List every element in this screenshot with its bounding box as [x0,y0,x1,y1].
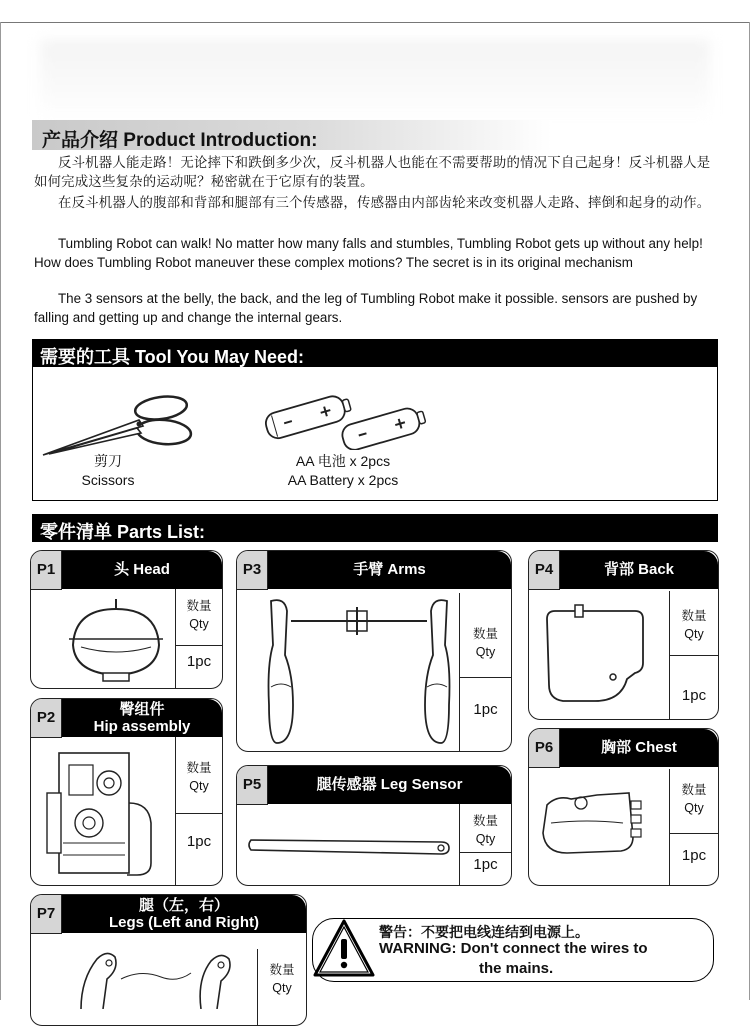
scissors-label-cn: 剪刀 [94,453,122,469]
qty-label-cn: 数量 [681,783,707,797]
part-card-p3 [236,550,512,752]
part-code: P4 [529,551,560,590]
warning-box [312,918,714,982]
qty-column [459,804,511,885]
qty-label-cn: 数量 [472,627,498,641]
qty-label-cn: 数量 [269,963,295,977]
part-name: 背部 Back [560,551,718,589]
left-border [0,22,1,1000]
arms-part-icon [263,595,455,747]
part-name [62,699,222,737]
qty-label-en: Qty [189,617,209,631]
qty-value: 1pc [186,833,212,850]
qty-label-cn: 数量 [681,609,707,623]
qty-label-cn: 数量 [186,761,212,775]
warning-text-en-line2: the mains. [479,960,554,977]
hip-assembly-part-icon [39,743,169,883]
part-card-p2 [30,698,223,886]
part-card-p5 [236,765,512,886]
qty-column [175,737,222,885]
part-code: P7 [31,895,62,934]
qty-column [459,593,511,751]
part-code: P3 [237,551,268,590]
part-name: 腿传感器 Leg Sensor [268,766,511,804]
intro-heading: 产品介绍 Product Introduction: [42,130,318,151]
qty-label-en: Qty [272,981,292,995]
qty-label-en: Qty [475,645,496,659]
qty-value: 1pc [473,701,498,718]
parts-heading: 零件清单 Parts List: [40,522,206,542]
warning-icon [311,917,377,979]
qty-column [669,591,718,719]
battery-label-cn: AA 电池 x 2pcs [295,453,391,469]
qty-value: 1pc [186,653,212,670]
intro-en-paragraph-1: Tumbling Robot can walk! No matter how many falls and stumbles, Tumbling Robot gets up without any help! How does Tumbling Robot maneuver these complex motions? The secret is in its original mechanism [34,236,703,270]
intro-heading-bar [32,120,552,150]
part-code: P6 [529,729,560,768]
qty-value: 1pc [681,847,707,864]
part-name-en: Legs (Left and Right) [109,914,259,931]
qty-label-en: Qty [684,627,704,641]
warning-text-cn: 警告：不要把电线连结到电源上。 [379,924,589,940]
qty-label-cn: 数量 [186,599,212,613]
tools-heading-bar [32,339,718,367]
back-part-icon [535,601,665,711]
blurred-header-area [40,40,710,120]
part-name: 头 Head [62,551,222,589]
warning-text-en-line1: WARNING: Don't connect the wires to [379,940,648,957]
part-code: P2 [31,699,62,738]
intro-cn-paragraph-1: 反斗机器人能走路！无论摔下和跌倒多少次，反斗机器人也能在不需要帮助的情况下自己起身！反斗机器人是如何完成这些复杂的运动呢？秘密就在于它原有的装置。 [34,155,711,189]
qty-label-en: Qty [189,779,209,793]
qty-column [669,769,718,885]
tools-heading: 需要的工具 Tool You May Need: [40,347,305,367]
part-name [62,895,306,933]
part-name-cn: 腿（左，右） [138,897,229,914]
part-code: P1 [31,551,62,590]
part-name: 手臂 Arms [268,551,511,589]
head-part-icon [61,595,171,685]
part-code: P5 [237,766,268,805]
part-card-p6 [528,728,719,886]
part-name-cn: 臀组件 [119,701,165,718]
leg-sensor-part-icon [245,828,455,858]
part-name-en: Hip assembly [93,718,191,735]
qty-value: 1pc [473,856,498,873]
top-border [0,22,750,23]
tools-box [32,366,718,501]
qty-label-en: Qty [475,832,496,846]
part-name: 胸部 Chest [560,729,718,767]
battery-label-en: AA Battery x 2pcs [287,472,399,488]
intro-cn-paragraph-2: 在反斗机器人的腹部和背部和腿部有三个传感器，传感器由内部齿轮来改变机器人走路、摔倒和起身的动作。 [58,195,711,210]
chest-part-icon [537,783,657,863]
part-card-p1 [30,550,223,689]
qty-value: 1pc [681,687,707,704]
qty-column [257,949,306,1025]
scissors-label-en: Scissors [81,472,135,488]
legs-part-icon [51,939,251,1009]
part-card-p7 [30,894,307,1026]
qty-column [175,589,222,688]
parts-heading-bar [32,514,718,542]
part-card-p4 [528,550,719,720]
battery-icon [261,386,427,450]
intro-en-paragraph-2: The 3 sensors at the belly, the back, and the leg of Tumbling Robot make it possible. sensors are pushed by falling and getting up and change the internal gears. [34,291,698,325]
qty-label-en: Qty [684,801,704,815]
qty-label-cn: 数量 [472,814,498,828]
